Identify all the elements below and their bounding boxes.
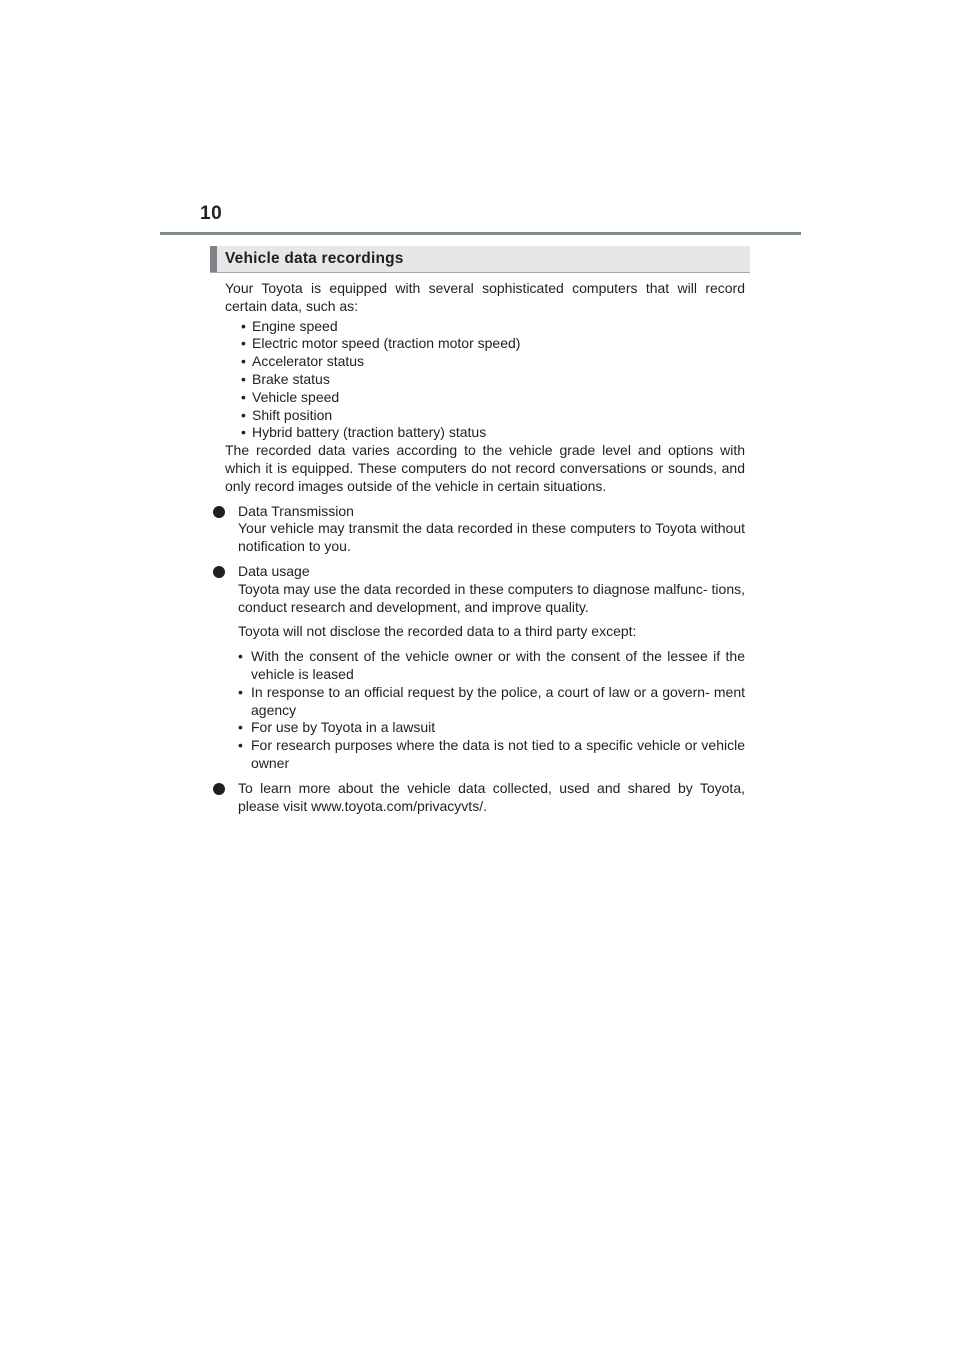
list-item: [238, 737, 745, 773]
recorded-data-list: [225, 318, 745, 443]
list-item: [225, 335, 745, 353]
list-item-text: Brake status: [252, 370, 330, 387]
data-usage-item: [225, 563, 745, 773]
list-item-text: Hybrid battery (traction battery) status: [252, 424, 487, 441]
data-transmission-item: [225, 503, 745, 556]
list-item: [225, 371, 745, 389]
list-item-text: Shift position: [252, 406, 333, 423]
list-item-text: With the consent of the vehicle owner or with the consent of the lessee if the vehicle is leased: [251, 648, 745, 682]
data-transmission-body: Your vehicle may transmit the data recorded in these computers to Toyota without notification to you.: [238, 520, 745, 555]
circle-bullet-icon: [213, 783, 225, 795]
page-number: 10: [200, 203, 223, 224]
list-item: [225, 318, 745, 336]
bullet-icon: •: [241, 317, 246, 334]
bullet-icon: •: [241, 406, 246, 423]
data-usage-title: Data usage: [238, 562, 310, 579]
data-usage-body: Toyota may use the data recorded in these computers to diagnose malfunc- tions, conduct research and development, and improve quality.: [238, 580, 745, 615]
data-usage-disclosure: Toyota will not disclose the recorded data to a third party except:: [238, 623, 637, 640]
circle-bullet-icon: [213, 566, 225, 578]
intro-paragraph: Your Toyota is equipped with several sophisticated computers that will record certain data, such as:: [225, 280, 745, 314]
list-item-text: Vehicle speed: [252, 388, 340, 405]
list-item: [238, 648, 745, 684]
bullet-icon: •: [241, 424, 246, 441]
list-item: [238, 719, 745, 737]
list-item: [225, 407, 745, 425]
section-header: [210, 246, 750, 273]
list-item-text: Engine speed: [252, 317, 338, 334]
bullet-icon: •: [238, 719, 243, 736]
header-rule: [160, 232, 801, 235]
list-item-text: In response to an official request by the police, a court of law or a govern- ment agency: [251, 683, 745, 718]
data-transmission-title: Data Transmission: [238, 502, 354, 519]
bullet-icon: •: [238, 648, 243, 665]
list-item: [225, 389, 745, 407]
section-header-bar: [210, 246, 217, 272]
bullet-icon: •: [238, 683, 243, 700]
list-item: [225, 353, 745, 371]
section-content: [225, 280, 745, 815]
summary-paragraph: The recorded data varies according to the vehicle grade level and options with which it is equipped. These computers do not record conversations or sounds, and only record images outside of the vehicle in certain situations.: [225, 442, 745, 494]
section-title: Vehicle data recordings: [225, 250, 404, 267]
bullet-icon: •: [241, 388, 246, 405]
disclosure-exceptions-list: [238, 648, 745, 773]
learn-more-item: [225, 780, 745, 816]
list-item: [225, 424, 745, 442]
circle-bullet-icon: [213, 506, 225, 518]
list-item-text: For use by Toyota in a lawsuit: [251, 719, 436, 736]
bullet-icon: •: [241, 370, 246, 387]
list-item-text: For research purposes where the data is not tied to a specific vehicle or vehicle owner: [251, 737, 745, 771]
bullet-icon: •: [238, 737, 243, 754]
bullet-icon: •: [241, 335, 246, 352]
list-item: [238, 684, 745, 720]
list-item-text: Electric motor speed (traction motor speed): [252, 335, 521, 352]
list-item-text: Accelerator status: [252, 353, 365, 370]
learn-more-text: To learn more about the vehicle data collected, used and shared by Toyota, please visit www.toyota.com/privacyvts/.: [238, 779, 745, 814]
bullet-icon: •: [241, 353, 246, 370]
